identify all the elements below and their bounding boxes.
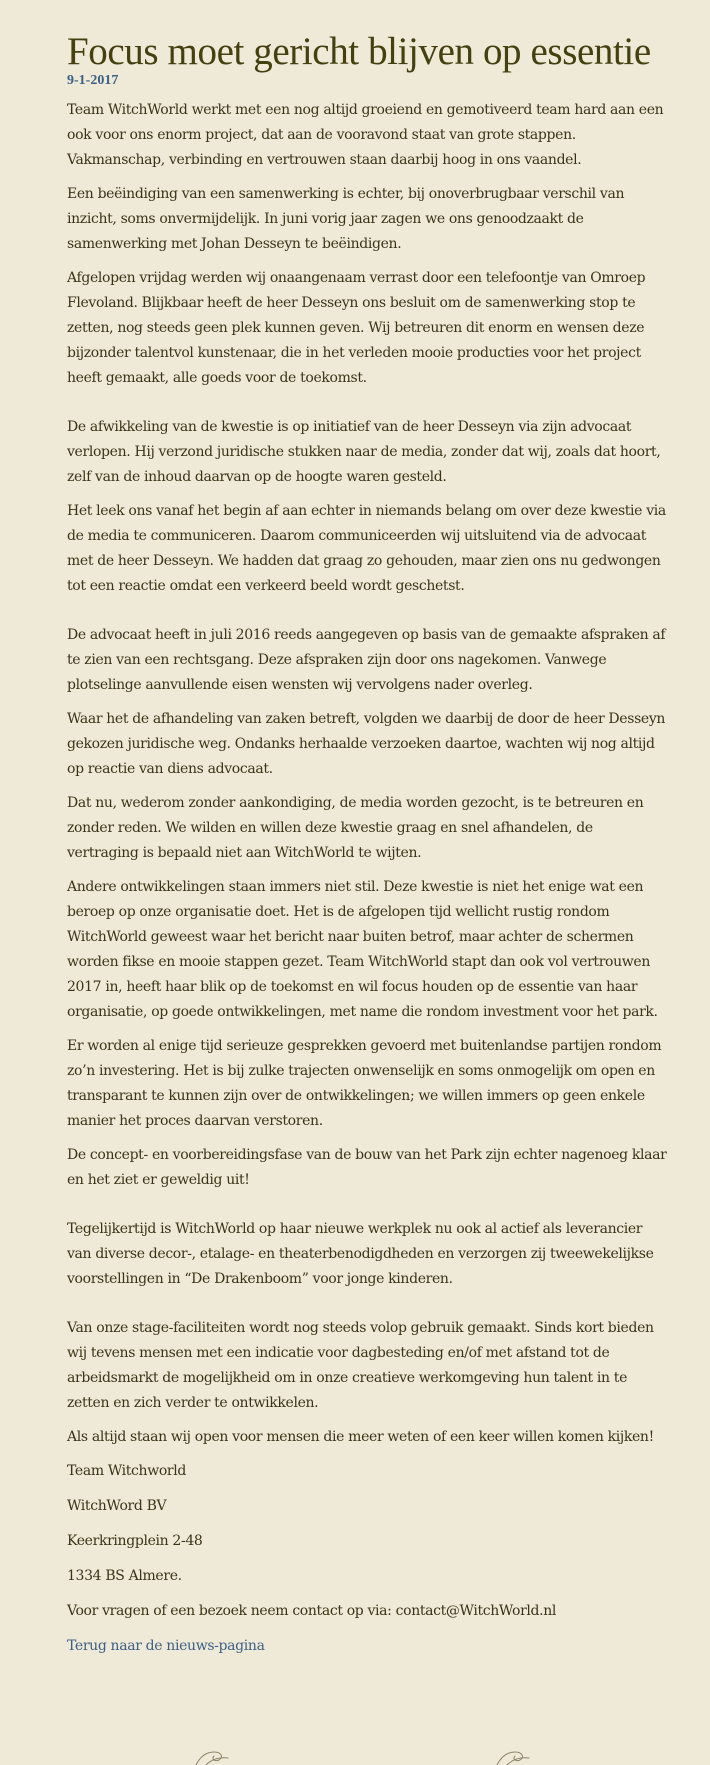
signature-city: 1334 BS Almere. <box>67 1568 182 1584</box>
article-paragraph: De advocaat heeft in juli 2016 reeds aangegeven op basis van de gemaakte afspraken af te zien van een rechtsgang. Deze afspraken zijn door ons nagekomen. Vanwege plotselinge aanvullende eisen wensten wij vervolgens nader overleg. <box>67 627 666 693</box>
article-paragraph: Dat nu, wederom zonder aankondiging, de media worden gezocht, is te betreuren en zonder reden. We wilden en willen deze kwestie graag en snel afhandelen, de vertraging is bepaald niet aan WitchWorld te wijten. <box>67 795 644 861</box>
article-paragraph: Een beëindiging van een samenwerking is echter, bij onoverbrugbaar verschil van inzicht, soms onvermijdelijk. In juni vorig jaar zagen we ons genoodzaakt de samenwerking met Johan Desseyn te beëindigen. <box>67 186 625 252</box>
article-paragraph: Team WitchWorld werkt met een nog altijd groeiend en gemotiveerd team hard aan een ook voor ons enorm project, dat aan de vooravond staat van grote stappen. Vakmanschap, verbinding en vertrouwen staan daarbij hoog in ons vaandel. <box>67 102 664 168</box>
back-to-news-link[interactable]: Terug naar de nieuws-pagina <box>67 1638 265 1654</box>
article-paragraph: Waar het de afhandeling van zaken betreft, volgden we daarbij de door de heer Desseyn gekozen juridische weg. Ondanks herhaalde verzoeken daartoe, wachten wij nog altijd op reactie van diens advocaat. <box>67 711 666 777</box>
article-paragraph: Het leek ons vanaf het begin af aan echter in niemands belang om over deze kwestie via de media te communiceren. Daarom communiceerden wij uitsluitend via de advocaat met de heer Desseyn. We hadden dat graag zo gehouden, maar zien ons nu gedwongen tot een reactie omdat een verkeerd beeld wordt geschetst. <box>67 503 666 594</box>
footer-ornaments <box>0 1748 710 1765</box>
article-paragraph: Afgelopen vrijdag werden wij onaangenaam verrast door een telefoontje van Omroep Flevoland. Blijkbaar heeft de heer Desseyn ons besluit om de samenwerking stop te zetten, nog steeds geen plek kunnen geven. Wij betreuren dit enorm en wensen deze bijzonder talentvol kunstenaar, die in het verleden mooie producties voor het project heeft gemaakt, alle goeds voor de toekomst. <box>67 270 646 386</box>
article-paragraph: De concept- en voorbereidingsfase van de bouw van het Park zijn echter nagenoeg klaar en het ziet er geweldig uit! <box>67 1147 667 1188</box>
signature-street: Keerkringplein 2-48 <box>67 1533 203 1549</box>
article-paragraph: Van onze stage-faciliteiten wordt nog steeds volop gebruik gemaakt. Sinds kort bieden wij tevens mensen met een indicatie voor dagbesteding en/of met afstand tot de arbeidsmarkt de mogelijkheid om in onze creatieve werkomgeving hun talent in te zetten en zich verder te ontwikkelen. <box>67 1320 654 1411</box>
article-title: Focus moet gericht blijven op essentie <box>67 30 651 73</box>
article-paragraph: Andere ontwikkelingen staan immers niet stil. Deze kwestie is niet het enige wat een beroep op onze organisatie doet. Het is de afgelopen tijd wellicht rustig rondom WitchWorld geweest waar het bericht naar buiten betrof, maar achter de schermen worden fikse en mooie stappen gezet. Team WitchWorld stapt dan ook vol vertrouwen 2017 in, heeft haar blik op de toekomst en wil focus houden op de essentie van haar organisatie, op goede ontwikkelingen, met name die rondom investment voor het park. <box>67 879 658 1020</box>
article-paragraph: Als altijd staan wij open voor mensen die meer weten of een keer willen komen kijken! <box>67 1429 654 1445</box>
flourish-ornament-left <box>0 1748 710 1765</box>
news-article <box>67 28 667 1659</box>
signature-company: WitchWord BV <box>67 1498 167 1514</box>
signature-team: Team Witchworld <box>67 1463 187 1479</box>
article-paragraph: Tegelijkertijd is WitchWorld op haar nieuwe werkplek nu ook al actief als leverancier van diverse decor-, etalage- en theaterbenodigdheden en verzorgen zij tweewekelijkse voorstellingen in “De Drakenboom” voor jonge kinderen. <box>67 1221 654 1287</box>
article-paragraph: De afwikkeling van de kwestie is op initiatief van de heer Desseyn via zijn advocaat verlopen. Hij verzond juridische stukken naar de media, zonder dat wij, zoals dat hoort, zelf van de inhoud daarvan op de hoogte waren gesteld. <box>67 419 661 485</box>
article-date: 9-1-2017 <box>67 73 119 88</box>
article-paragraph: Er worden al enige tijd serieuze gesprekken gevoerd met buitenlandse partijen rondom zo’n investering. Het is bij zulke trajecten onwenselijk en soms onmogelijk om open en transparant te kunnen zijn over de ontwikkelingen; we willen immers op geen enkele manier het proces daarvan verstoren. <box>67 1038 662 1129</box>
article-body <box>67 98 667 1659</box>
signature-contact: Voor vragen of een bezoek neem contact op via: contact@WitchWorld.nl <box>67 1603 557 1619</box>
